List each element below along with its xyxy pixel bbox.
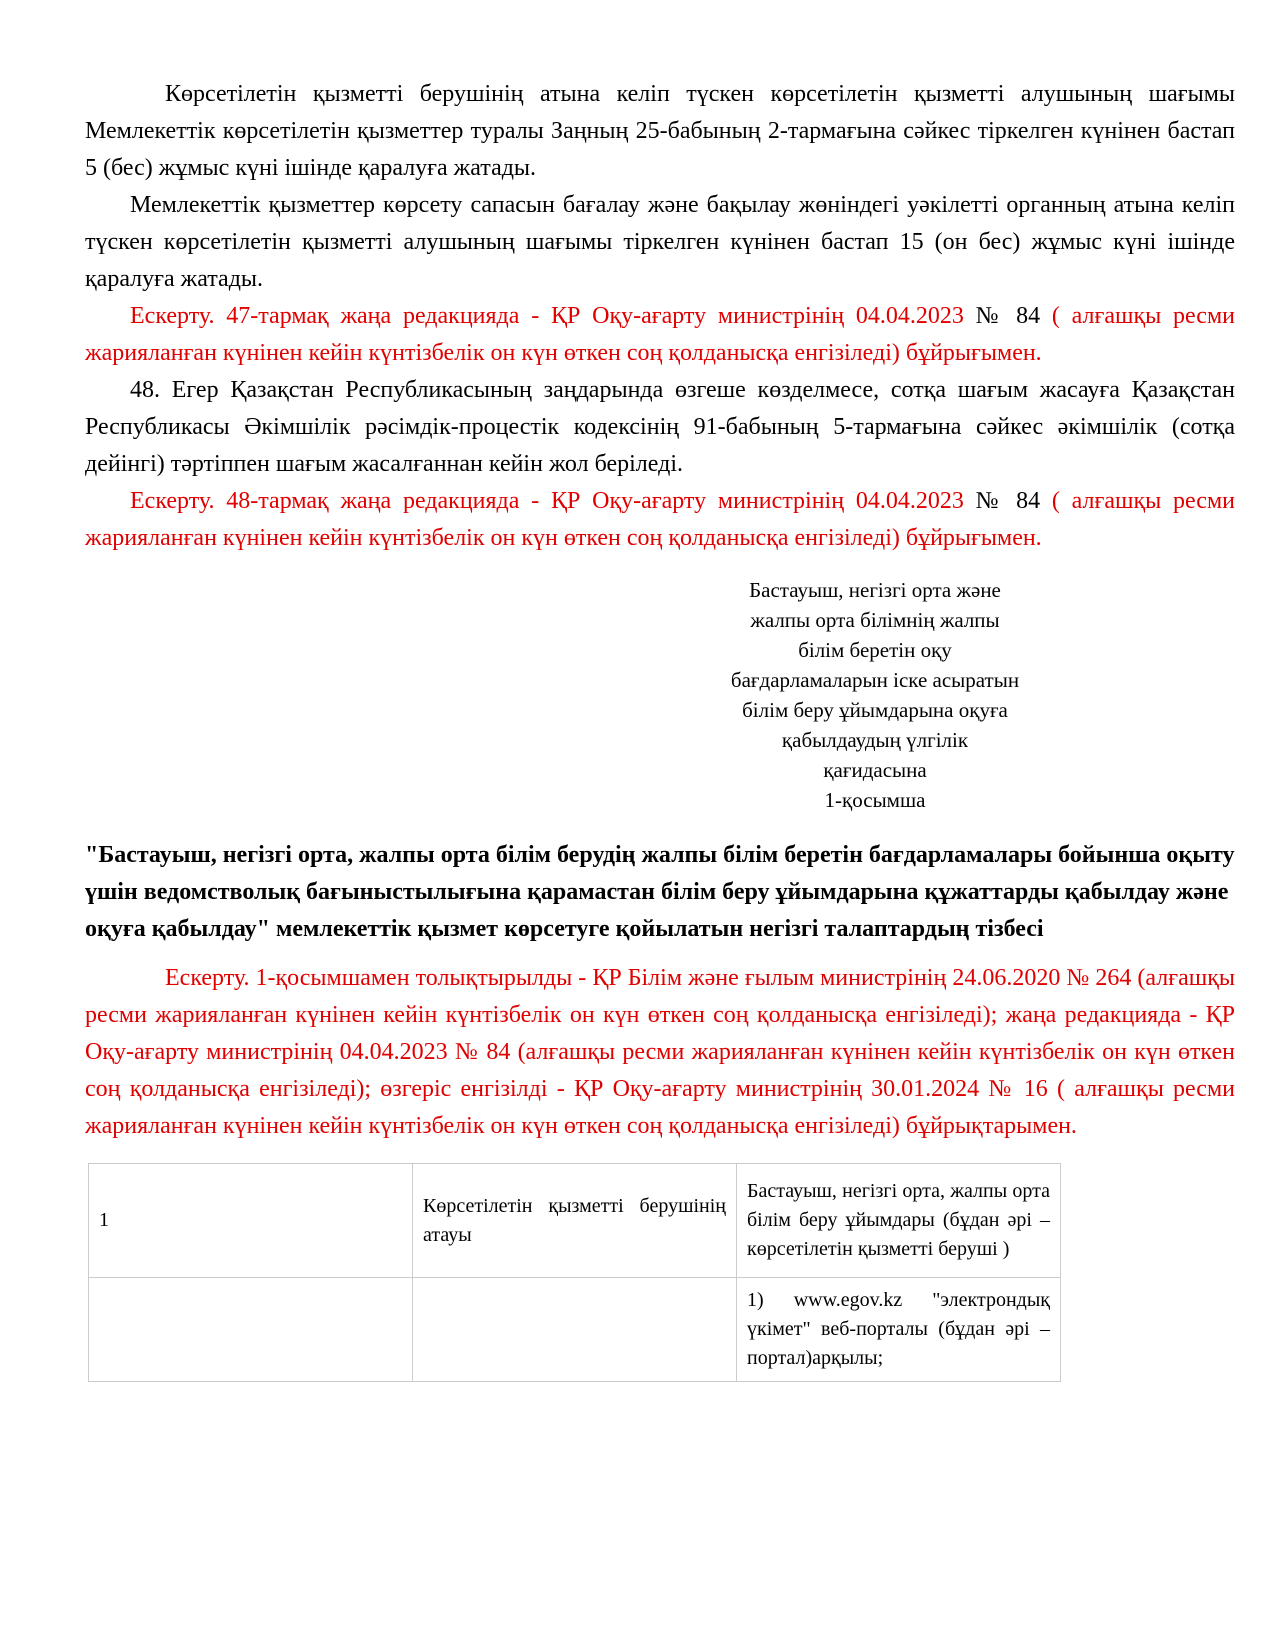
document-title: "Бастауыш, негізгі орта, жалпы орта білім берудің жалпы білім беретін бағдарламалары бойынша оқыту үшін ведомстволық бағыныстылығына қарамастан білім беру ұйымдарына құжаттарды қабылдау және оқуға қабылдау" мемлекеттік қызмет көрсетуге қойылатын негізгі талаптардың тізбесі — [85, 842, 1235, 942]
table-cell-provider-label: Көрсетілетін қызметті берушінің атауы — [413, 1164, 737, 1278]
note-47-text-before: Ескерту. 47-тармақ жаңа редакцияда - ҚР Оқу-ағарту министрінің 04.04.2023 — [130, 303, 976, 329]
note-47-order-number: № 84 — [975, 303, 1041, 329]
appendix-line: жалпы орта білімнің жалпы — [750, 608, 1000, 632]
appendix-line: бағдарламаларын іске асыратын — [730, 668, 1020, 692]
paragraph-authority-complaint: Мемлекеттік қызметтер көрсету сапасын бағалау және бақылау жөніндегі уәкілетті органның атына келіп түскен көрсетілетін қызметті алушының шағымы тіркелген күнінен бастап 15 (он бес) жұмыс күні ішінде қаралуға жатады. — [85, 192, 1235, 292]
appendix-line: білім беру ұйымдарына оқуға — [742, 698, 1008, 722]
appendix-reference-block — [705, 575, 1045, 815]
note-48-order-number: № 84 — [975, 488, 1041, 514]
note-point-47 — [85, 298, 1235, 372]
note-appendix-1: Ескерту. 1-қосымшамен толықтырылды - ҚР Білім және ғылым министрінің 24.06.2020 № 264 (алғашқы ресми жарияланған күнінен кейін күнтізбелік он күн өткен соң қолданысқа енгізіледі); жаңа редакцияда - ҚР Оқу-ағарту министрінің 04.04.2023 № 84 (алғашқы ресми жарияланған күнінен кейін күнтізбелік он күн өткен соң қолданысқа енгізіледі); өзгеріс енгізілді - ҚР Оқу-ағарту министрінің 30.01.2024 № 16 ( алғашқы ресми жарияланған күнінен кейін күнтізбелік он күн өткен соң қолданысқа енгізіледі) бұйрықтарымен. — [85, 965, 1235, 1139]
table-cell-empty — [89, 1278, 413, 1382]
appendix-line: қағидасына — [823, 758, 927, 782]
appendix-line: білім беретін оқу — [798, 638, 952, 662]
requirements-table — [88, 1163, 1061, 1382]
note-48-text-before: Ескерту. 48-тармақ жаңа редакцияда - ҚР Оқу-ағарту министрінің 04.04.2023 — [130, 488, 976, 514]
paragraph-provider-complaint: Көрсетілетін қызметті берушінің атына келіп түскен көрсетілетін қызметті алушының шағымы Мемлекеттік көрсетілетін қызметтер туралы Заңның 25-бабының 2-тармағына сәйкес тіркелген күнінен бастап 5 (бес) жұмыс күні ішінде қаралуға жатады. — [85, 81, 1235, 181]
table-row-portal — [89, 1278, 1061, 1382]
table-cell-empty — [413, 1278, 737, 1382]
appendix-number-line: 1-қосымша — [824, 788, 926, 812]
note-47-text-after: ( алғашқы ресми жарияланған күнінен кейін күнтізбелік он күн өткен соң қолданысқа енгізіледі) бұйрығымен. — [85, 303, 1235, 366]
appendix-line: Бастауыш, негізгі орта және — [749, 578, 1001, 602]
table-cell-portal-value: 1) www.egov.kz "электрондық үкімет" веб-порталы (бұдан әрі – портал)арқылы; — [737, 1278, 1061, 1382]
table-cell-provider-value: Бастауыш, негізгі орта, жалпы орта білім беру ұйымдары (бұдан әрі – көрсетілетін қызметті беруші ) — [737, 1164, 1061, 1278]
paragraph-48: 48. Егер Қазақстан Республикасының заңдарында өзгеше көзделмесе, сотқа шағым жасауға Қазақстан Республикасы Әкімшілік рәсімдік-процестік кодексінің 91-бабының 5-тармағына сәйкес әкімшілік (сотқа дейінгі) тәртіппен шағым жасалғаннан кейін жол беріледі. — [85, 377, 1235, 477]
table-cell-row-number: 1 — [89, 1164, 413, 1278]
table-row-provider-name — [89, 1164, 1061, 1278]
note-48-text-after: ( алғашқы ресми жарияланған күнінен кейін күнтізбелік он күн өткен соң қолданысқа енгізіледі) бұйрығымен. — [85, 488, 1235, 551]
note-point-48 — [85, 483, 1235, 557]
appendix-line: қабылдаудың үлгілік — [781, 728, 969, 752]
